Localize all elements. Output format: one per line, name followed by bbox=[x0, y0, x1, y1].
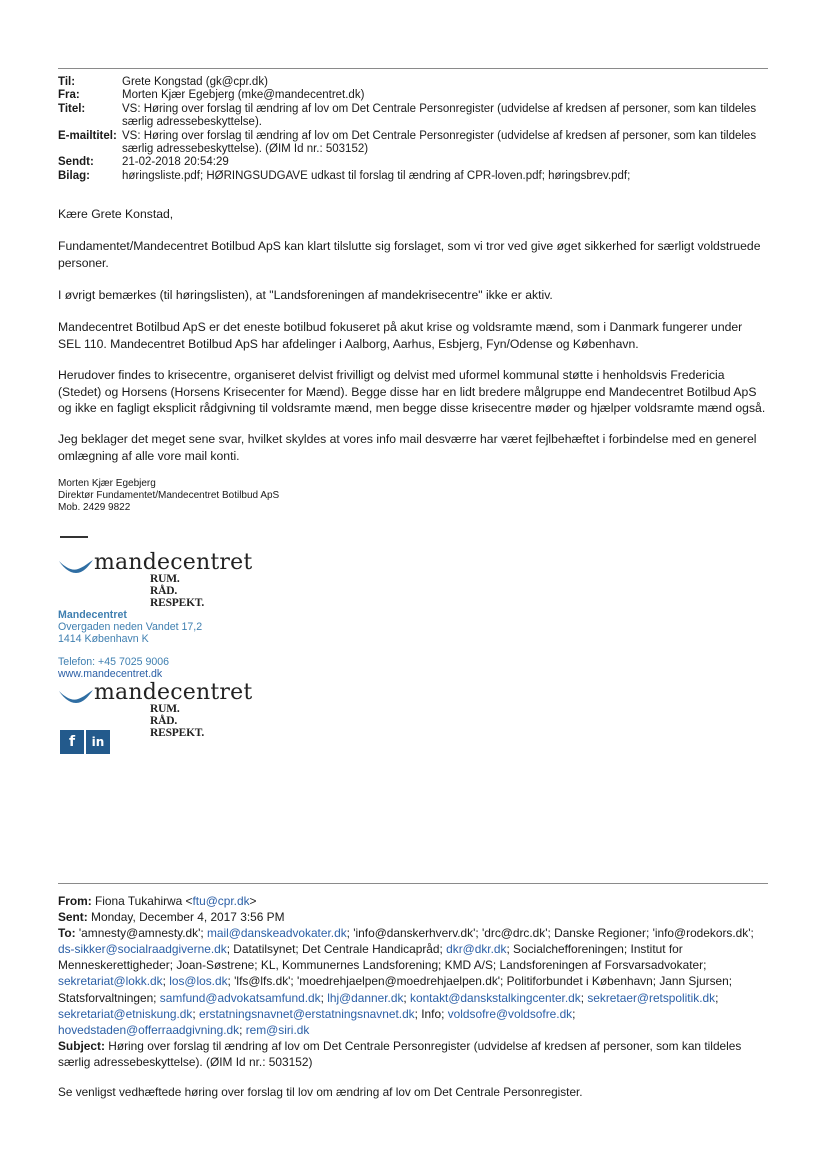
from-value: Morten Kjær Egebjerg (mke@mandecentret.dk) bbox=[122, 89, 365, 102]
recipient-text: ; bbox=[580, 990, 588, 1005]
forwarded-recipient-list bbox=[58, 926, 754, 1037]
forwarded-subject-value: Høring over forslag til ændring af lov om Det Centrale Personregister (udvidelse af kredsen af personer, som kan tildeles særlig adressebeskyttelse). (ØIM Id nr.: 503152) bbox=[58, 1038, 742, 1069]
header-from-row bbox=[58, 89, 758, 102]
recipient-text: ; bbox=[715, 990, 719, 1005]
paragraph-note: I øvrigt bemærkes (til høringslisten), at "Landsforeningen af mandekrisecentre" ikke er aktiv. bbox=[58, 288, 553, 302]
contact-address-city: 1414 København K bbox=[58, 633, 149, 646]
recipient-email-link[interactable]: mail@danskeadvokater.dk bbox=[207, 926, 347, 941]
forwarded-from-row bbox=[58, 893, 758, 909]
paragraph-support: Fundamentet/Mandecentret Botilbud ApS kan klart tilslutte sig forslaget, som vi tror ved give øget sikkerhed for særligt voldstruede personer. bbox=[58, 239, 761, 270]
sent-value: 21-02-2018 20:54:29 bbox=[122, 156, 229, 169]
logo-tagline: RUM. RÅD. RESPEKT. bbox=[150, 573, 205, 609]
forwarded-subject-label: Subject: bbox=[58, 1038, 105, 1053]
header-email-title-row bbox=[58, 130, 758, 157]
paragraph-krisecentre: Herudover findes to krisecentre, organiseret delvist frivilligt og delvist med uformel kommunal støtte i henholdsvis Fredericia (Stedet) og Horsens (Horsens Krisecenter for Mænd). Begge disse har en lidt bredere målgruppe end Mandecentret Botilbud ApS og ikke en fagligt eksplicit rådgivning til voldsramte mænd, men begge disse krisecentre møder og hjælper voldsramte mænd også. bbox=[58, 368, 766, 415]
recipient-email-link[interactable]: lhj@danner.dk bbox=[327, 990, 404, 1005]
contact-phone[interactable]: Telefon: +45 7025 9006 bbox=[58, 655, 170, 668]
signature-role: Direktør Fundamentet/Mandecentret Botilbud ApS bbox=[58, 490, 280, 502]
contact-address-street: Overgaden neden Vandet 17,2 bbox=[58, 621, 203, 634]
attachments-label: Bilag: bbox=[58, 169, 90, 182]
contact-block bbox=[58, 609, 202, 680]
logo-wordmark: mandecentret bbox=[94, 550, 253, 575]
recipient-text: ; Socialchefforeningen; Institut for Menneskerettigheder; Joan-Søstrene; KL, Kommunernes Landsforening; KMD A/S; Landsforeningen af Forsvarsadvokater; bbox=[58, 942, 707, 973]
recipient-text: ; bbox=[572, 1006, 576, 1021]
recipient-email-link[interactable]: sekretariat@etniskung.dk bbox=[58, 1006, 193, 1021]
attachments-value[interactable]: høringsliste.pdf; HØRINGSUDGAVE udkast til forslag til ændring af CPR-loven.pdf; høringsbrev.pdf; bbox=[122, 169, 631, 182]
recipient-text: ; bbox=[320, 990, 328, 1005]
recipient-text: ; Datatilsynet; Det Centrale Handicapråd; bbox=[226, 942, 447, 957]
sent-label: Sendt: bbox=[58, 156, 94, 169]
forwarded-subject-row bbox=[58, 1038, 758, 1070]
forwarded-from-email-link[interactable]: ftu@cpr.dk bbox=[192, 894, 250, 908]
paragraph-apology: Jeg beklager det meget sene svar, hvilket skyldes at vores info mail desværre har været fejlbehæftet i forbindelse med en generel omlægning af alle vore mail konti. bbox=[58, 432, 757, 463]
header-attachments-row bbox=[58, 170, 758, 183]
recipient-email-link[interactable]: samfund@advokatsamfund.dk bbox=[159, 990, 321, 1005]
recipient-text: ; Info; bbox=[414, 1006, 448, 1021]
forwarded-from-label: From: bbox=[58, 894, 92, 908]
forwarded-header bbox=[58, 893, 758, 1070]
recipient-email-link[interactable]: hovedstaden@offerraadgivning.dk bbox=[58, 1022, 240, 1037]
forwarded-from-name: Fiona Tukahirwa < bbox=[95, 894, 193, 908]
forwarded-from-end: > bbox=[249, 894, 257, 908]
wave-icon bbox=[58, 558, 94, 574]
greeting: Kære Grete Konstad, bbox=[58, 207, 174, 221]
recipient-text: ; bbox=[239, 1022, 246, 1037]
from-label: Fra: bbox=[58, 89, 80, 102]
wave-icon bbox=[58, 688, 94, 704]
paragraph-botilbud: Mandecentret Botilbud ApS er det eneste botilbud fokuseret på akut krise og voldsramte mænd, som i Danmark fungerer under SEL 110. Mandecentret Botilbud ApS har afdelinger i Aalborg, Aarhus, Esbjerg, Fyn/Odense og København. bbox=[58, 320, 743, 351]
email-title-value: VS: Høring over forslag til ændring af lov om Det Centrale Personregister (udvidelse af kredsen af personer, som kan tildeles særlig adressebeskyttelse). (ØIM Id nr.: 503152) bbox=[122, 129, 757, 156]
top-rule bbox=[58, 68, 768, 69]
recipient-email-link[interactable]: sekretariat@lokk.dk bbox=[58, 974, 163, 989]
recipient-email-link[interactable]: erstatningsnavnet@erstatningsnavnet.dk bbox=[198, 1006, 415, 1021]
signature-phone: Mob. 2429 9822 bbox=[58, 502, 131, 514]
recipient-email-link[interactable]: rem@siri.dk bbox=[245, 1022, 310, 1037]
title-label: Titel: bbox=[58, 102, 86, 115]
contact-website-link[interactable]: www.mandecentret.dk bbox=[58, 667, 163, 680]
logo-tagline: RUM. RÅD. RESPEKT. bbox=[150, 703, 205, 739]
recipient-text: ; bbox=[162, 974, 170, 989]
title-value: VS: Høring over forslag til ændring af lov om Det Centrale Personregister (udvidelse af kredsen af personer, som kan tildeles særlig adressebeskyttelse). bbox=[122, 102, 757, 129]
forward-rule bbox=[58, 883, 768, 884]
recipient-email-link[interactable]: kontakt@danskstalkingcenter.dk bbox=[410, 990, 581, 1005]
recipient-text: ; bbox=[403, 990, 411, 1005]
closing-text: Se venligst vedhæftede høring over forslag til lov om ændring af lov om Det Centrale Personregister. bbox=[58, 1085, 583, 1099]
signature-name: Morten Kjær Egebjerg bbox=[58, 478, 156, 489]
signature-separator bbox=[60, 536, 88, 538]
forwarded-to-row bbox=[58, 925, 758, 1038]
recipient-email-link[interactable]: sekretaer@retspolitik.dk bbox=[587, 990, 716, 1005]
recipient-email-link[interactable]: ds-sikker@socialraadgiverne.dk bbox=[58, 942, 227, 957]
to-value: Grete Kongstad (gk@cpr.dk) bbox=[122, 76, 268, 88]
forwarded-to-label: To: bbox=[58, 926, 76, 941]
forwarded-sent-row bbox=[58, 909, 758, 925]
header-title-row bbox=[58, 103, 758, 130]
recipient-email-link[interactable]: voldsofre@voldsofre.dk bbox=[447, 1006, 573, 1021]
facebook-icon[interactable]: f bbox=[60, 730, 84, 754]
signature bbox=[58, 478, 279, 515]
social-links bbox=[60, 730, 110, 754]
header-sent-row bbox=[58, 156, 758, 169]
recipient-text: 'amnesty@amnesty.dk'; bbox=[75, 926, 207, 941]
recipient-text: ; 'lfs@lfs.dk'; 'moedrehjaelpen@moedrehjaelpen.dk'; Politiforbundet i København; Jann Sjursen; Statsforvaltningen; bbox=[58, 974, 733, 1005]
logo-wordmark: mandecentret bbox=[94, 680, 253, 705]
recipient-text: ; 'info@danskerhverv.dk'; 'drc@drc.dk'; Danske Regioner; 'info@rodekors.dk'; bbox=[346, 926, 754, 941]
linkedin-icon[interactable]: in bbox=[86, 730, 110, 754]
to-label: Til: bbox=[58, 76, 76, 88]
recipient-text: ; bbox=[192, 1006, 199, 1021]
forwarded-sent-label: Sent: bbox=[58, 910, 88, 925]
recipient-email-link[interactable]: los@los.dk bbox=[169, 974, 228, 989]
contact-org: Mandecentret bbox=[58, 609, 127, 621]
recipient-email-link[interactable]: dkr@dkr.dk bbox=[446, 942, 507, 957]
forwarded-sent-value: Monday, December 4, 2017 3:56 PM bbox=[91, 910, 285, 925]
email-header bbox=[58, 76, 758, 183]
email-title-label: E-mailtitel: bbox=[58, 129, 117, 142]
header-to-row bbox=[58, 76, 758, 89]
